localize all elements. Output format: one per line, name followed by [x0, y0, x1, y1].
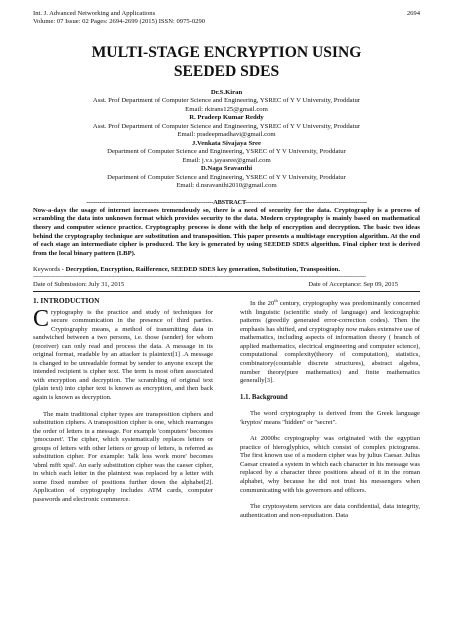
author-name: R. Pradeep Kumar Reddy: [189, 114, 264, 122]
drop-cap: C: [33, 305, 50, 332]
author-email: Email: j.v.s.jayasree@gmail.com: [182, 156, 271, 164]
keywords-label: Keywords -: [33, 266, 64, 274]
right-column: [240, 297, 420, 528]
paper-title: [33, 43, 420, 81]
paragraph: In the 20th century, cryptography was predominantly concerned with linguistic (scientific study of language) and lexicographic patterns (greedily generated error-correction codes). Then the emphasis has shifted, and cryptography now makes extensive use of mathematics, including aspects of information theory ( branch of applied mathematics, electrical engineering and computer science), computational complexity(theory of computation), statistics, combinatory(countable discrete structures), abstract algebra, number theory(pure mathematics) and finite mathematics generally[3].: [240, 297, 420, 385]
author-affiliation: Asst. Prof Department of Computer Science and Engineering, YSREC of Y V University, Proddatur: [92, 122, 361, 130]
author-name: D.Naga Sravanthi: [200, 165, 253, 173]
author-email: Email: d.nsravanthi2010@gmail.com: [176, 182, 277, 190]
paragraph: At 2000bc cryptography was originated with the egyptian practice of hieroglyphics, which consist of complex pictograms. The first known use of a modern cipher was by julius Caesar. Julius Caesar created a system in which each character in his message was replaced by a character three positions ahead of it in the roman alphabet, why because he did not trust his messengers when communicating with his governors and officers.: [240, 435, 420, 494]
author-affiliation: Department of Computer Science and Engineering, YSREC of Y V University, Proddatur: [107, 173, 346, 181]
author-email: Email: rkirans125@gmail.com: [185, 105, 268, 113]
abstract-text: Now-a-days the usage of internet increases tremendously so, there is a need of security for the data. Cryptography is a process of scrambling the data into unknown format which provides security to the data. Modern cryptography is mainly based on mathematical theory and computer science practice. Cryptography process is done with the help of encryption and decryption. The basic two ideas behind the cryptography technique are substitution and transposition. This paper presents a multistage encryption algorithm. At the end of each stage an intermediate cipher is produced. The key is generated by using SEEDED SDES algorithm. Final cipher text is derived from the local binary pattern (LBP).: [33, 206, 420, 257]
abstract-heading: -------------------------------------------------------------------ABSTRACT----------------------------------------------------------------: [86, 198, 367, 206]
paragraph: Cryptography is the practice and study of techniques for secure communication in the presence of third parties. Cryptography means, a method of transmitting data in sandwiched between a two persons, i.e. those (sender) for whom (receiver) can only read and process the data. A message in its original format, readable by an attacker is plaintext[1] .A message is changed to be unreadable format by sender to anyone except the intended recipient is cipher text. The term is most often associated with encryption and decryption. The scrambling of original text (plain text) into cipher text is known as encryption, and then back again is known as decryption.: [33, 305, 213, 401]
paragraph: The cryptosystem services are data confidential, data integrity, authentication and non-repudiation. Data: [240, 503, 420, 519]
author-email: Email: pradeepmadhavi@gmail.com: [177, 131, 276, 139]
page-number: 2694: [406, 10, 420, 17]
author-block: [33, 89, 420, 191]
dashed-divider: ----------------------------------------------------------------------------------------------------------------------------------------------------------------------------------------------------: [33, 274, 366, 279]
author-name: J.Venkata Sivajaya Sree: [192, 139, 261, 147]
keywords-list: Decryption, Encryption, Railference, SEEDED SDES key generation, Substitution, Transposition.: [63, 266, 341, 274]
running-header: [33, 10, 420, 27]
acceptance-date: Date of Acceptance: Sep 09, 2015: [308, 280, 398, 288]
author-affiliation: Asst. Prof Department of Computer Science and Engineering, YSREC of Y V University, Proddatur: [92, 97, 361, 105]
author-affiliation: Department of Computer Science and Engineering, YSREC of Y V University, Proddatur: [107, 148, 346, 156]
title-line-1: MULTI-STAGE ENCRYPTION USING: [91, 43, 362, 61]
paragraph: The word cryptography is derived from the Greek language 'kryptos' means "hidden" or "secret".: [240, 410, 420, 426]
submission-date: Date of Submission: July 31, 2015: [33, 280, 125, 288]
journal-name: Int. J. Advanced Networking and Applications: [33, 10, 156, 17]
volume-line: Volume: 07 Issue: 02 Pages: 2694-2699 (2015) ISSN: 0975-0290: [33, 18, 206, 26]
dates-line: [33, 281, 420, 290]
subsection-heading: 1.1. Background: [240, 393, 288, 401]
left-column: [33, 297, 213, 528]
title-line-2: SEEDED SDES: [173, 62, 280, 80]
horizontal-rule: [33, 291, 420, 292]
body-columns: [33, 297, 420, 528]
author-name: Dr.S.Kiran: [210, 88, 243, 96]
keywords-line: [33, 266, 420, 275]
section-heading: 1. INTRODUCTION: [33, 295, 100, 305]
paragraph: The main traditional cipher types are transposition ciphers and substitution ciphers. A transposition cipher is one, which rearranges the order of letters in a message. For example 'computers' becomes 'pmocusret'. The cipher, which systematically replaces letters or groups of letters with other letters or group of letters, is referred as substitution cipher. For example: 'talk less work more' becomes 'ubml mfft xpsl'. An early substitution cipher was the caeser cipher, in which each letter in the plaintext was replaced by a letter with some fixed number of positions further down the alphabet[2]. Application of cryptography includes ATM cards, computer passwords and electronic commerce.: [33, 410, 213, 503]
